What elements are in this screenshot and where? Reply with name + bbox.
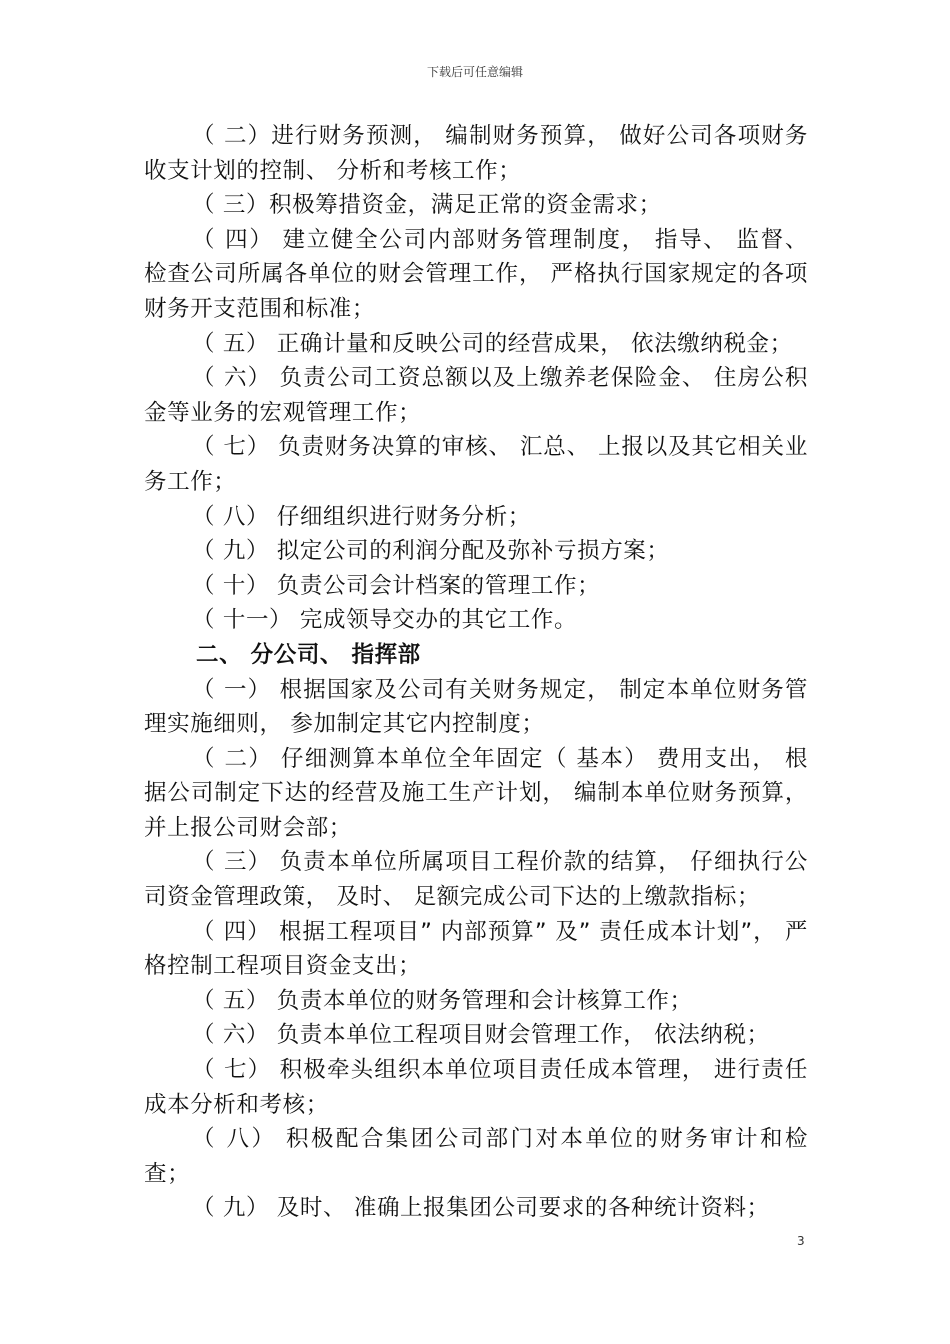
- paragraph-item: （ 六） 负责公司工资总额以及上缴养老保险金、 住房公积金等业务的宏观管理工作；: [144, 365, 808, 426]
- paragraph-item: （ 三）积极筹措资金，满足正常的资金需求；: [192, 192, 662, 219]
- page-number: 3: [797, 1234, 805, 1248]
- paragraph-item: （ 二）进行财务预测， 编制财务预算， 做好公司各项财务收支计划的控制、 分析和考核工作；: [144, 123, 808, 184]
- paragraph-item: （ 四） 根据工程项目” 内部预算” 及” 责任成本计划”， 严格控制工程项目资金支出；: [144, 918, 808, 980]
- paragraph-item: （ 十一） 完成领导交办的其它工作。: [192, 607, 578, 634]
- paragraph-item: （ 八） 积极配合集团公司部门对本单位的财务审计和检查；: [144, 1126, 808, 1187]
- paragraph-item: （ 三） 负责本单位所属项目工程价款的结算， 仔细执行公司资金管理政策， 及时、 足额完成公司下达的上缴款指标；: [144, 849, 808, 911]
- paragraph-item: （ 九） 拟定公司的利润分配及弥补亏损方案；: [192, 538, 670, 565]
- paragraph-item: （ 七） 负责财务决算的审核、 汇总、 上报以及其它相关业务工作；: [144, 434, 808, 495]
- document-body: [144, 119, 808, 1226]
- paragraph-item: （ 十） 负责公司会计档案的管理工作；: [192, 572, 601, 599]
- paragraph-item: （ 七） 积极牵头组织本单位项目责任成本管理， 进行责任成本分析和考核；: [144, 1057, 808, 1118]
- paragraph-item: （ 八） 仔细组织进行财务分析；: [192, 503, 531, 530]
- paragraph-item: （ 二） 仔细测算本单位全年固定（ 基本） 费用支出， 根据公司制定下达的经营及施工生产计划， 编制本单位财务预算， 并上报公司财会部；: [144, 745, 808, 841]
- paragraph-item: （ 六） 负责本单位工程项目财会管理工作， 依法纳税；: [192, 1022, 770, 1049]
- paragraph-item: （ 九） 及时、 准确上报集团公司要求的各种统计资料；: [192, 1195, 770, 1222]
- paragraph-item: （ 一） 根据国家及公司有关财务规定， 制定本单位财务管理实施细则， 参加制定其它内控制度；: [144, 676, 808, 738]
- section-heading: 二、 分公司、 指挥部: [196, 641, 421, 668]
- paragraph-item: （ 五） 正确计量和反映公司的经营成果， 依法缴纳税金；: [192, 330, 793, 357]
- paragraph-item: （ 四） 建立健全公司内部财务管理制度， 指导、 监督、 检查公司所属各单位的财会管理工作， 严格执行国家规定的各项财务开支范围和标准；: [144, 226, 808, 322]
- page-header: 下载后可任意编辑: [426, 65, 523, 79]
- paragraph-item: （ 五） 负责本单位的财务管理和会计核算工作；: [192, 987, 693, 1014]
